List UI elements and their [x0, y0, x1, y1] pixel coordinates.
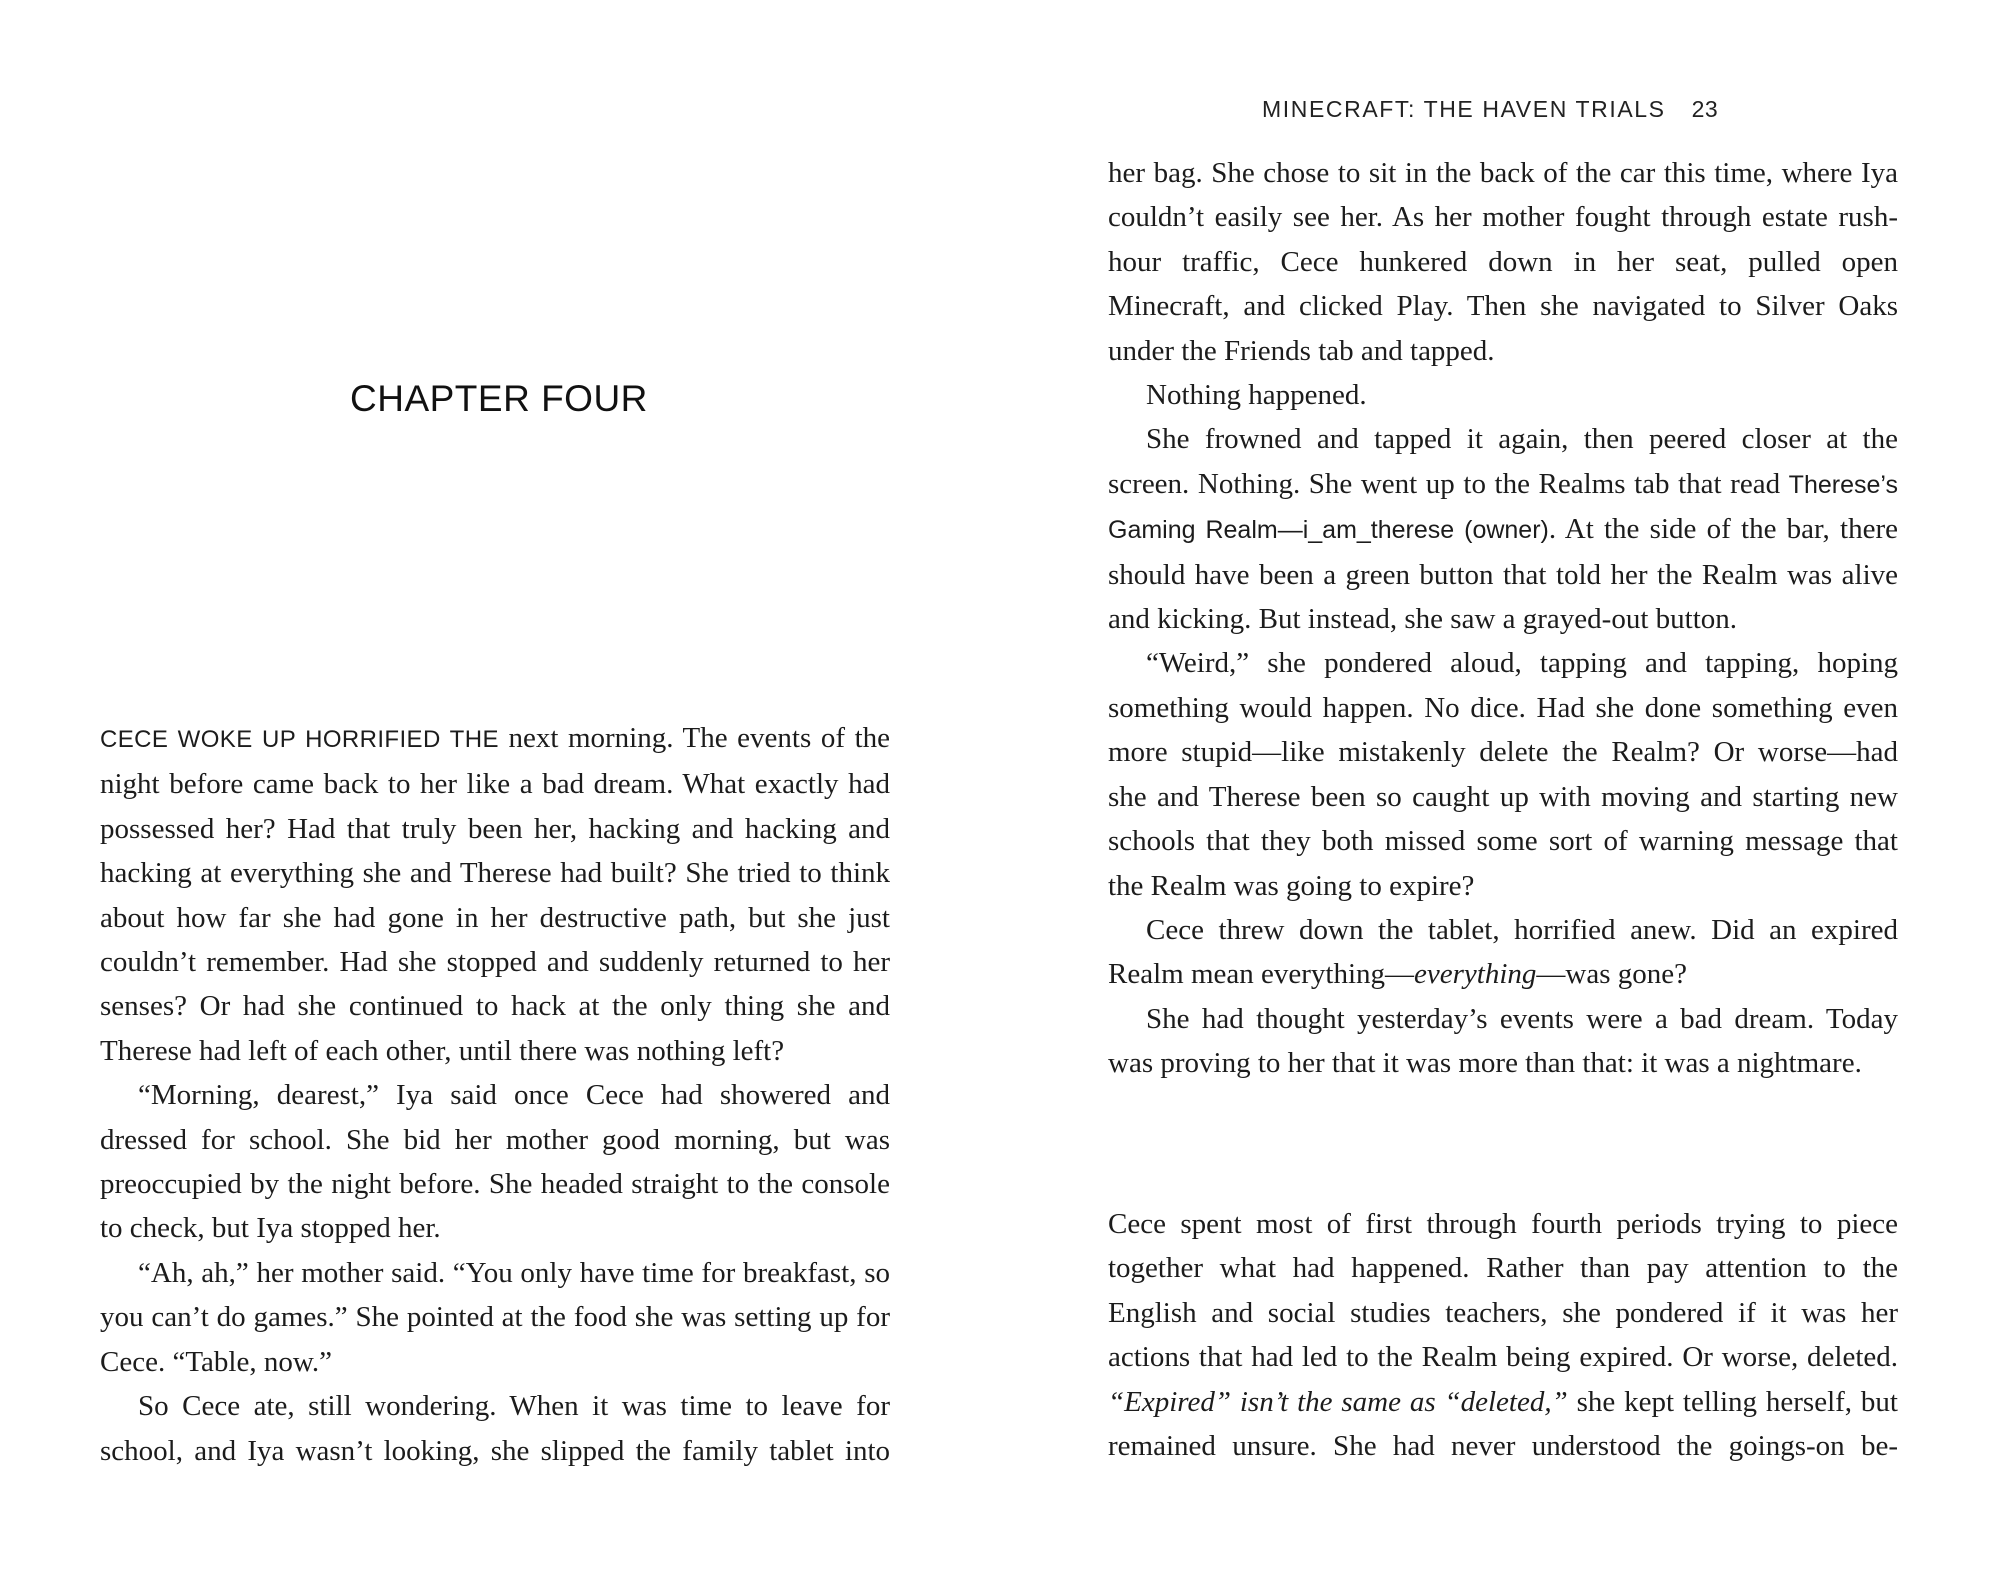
right-page-body: [1108, 151, 1898, 1086]
text-run: . At the side of the bar, there should have been a green button that told her the Realm was alive and kicking. But instead, she saw a grayed-out button.: [1108, 513, 1898, 636]
section-break-body: [1108, 1202, 1898, 1468]
realm-name: Therese’s Gaming Realm—i_am_therese (owner): [1108, 470, 1898, 545]
running-head: [1262, 96, 1718, 123]
paragraph: [1108, 908, 1898, 997]
paragraph: [1108, 1202, 1898, 1468]
opening-lead: CECE WOKE UP HORRIFIED THE: [100, 726, 499, 753]
book-title: MINECRAFT: THE HAVEN TRIALS: [1262, 96, 1666, 122]
paragraph: “Weird,” she pondered aloud, tapping and tapping, hoping something would happen. No dice. Had she done something even more stupid—like mistakenly delete the Realm? Or worse—had she and Therese been so caught up with moving and starting new schools that they both missed some sort of warning message that the Realm was going to expire?: [1108, 647, 1898, 902]
paragraph: [1108, 417, 1898, 641]
paragraph: “Morning, dearest,” Iya said once Cece had showered and dressed for school. She bid her mother good morning, but was preoccupied by the night before. She headed straight to the console to check, but Iya stopped her.: [100, 1079, 890, 1245]
text-run: She frowned and tapped it again, then peered closer at the screen. Nothing. She went up to the Realms tab that read: [1108, 423, 1898, 500]
paragraph: She had thought yesterday’s events were a bad dream. Today was proving to her that it was more than that: it was a nightmare.: [1108, 1002, 1898, 1080]
paragraph: her bag. She chose to sit in the back of the car this time, where Iya couldn’t easily see her. As her mother fought through estate rush-hour traffic, Cece hunkered down in her seat, pulled open Minecraft, and clicked Play. Then she navigated to Silver Oaks under the Friends tab and tapped.: [1108, 157, 1898, 367]
chapter-title: CHAPTER FOUR: [350, 378, 648, 419]
text-run: —was gone?: [1536, 958, 1687, 991]
text-run: Cece threw down the tablet, horrified anew. Did an expired Realm mean everything—: [1108, 913, 1898, 991]
page-number: 23: [1691, 96, 1719, 122]
paragraph: “Ah, ah,” her mother said. “You only have time for breakfast, so you can’t do games.” She pointed at the food she was setting up for Cece. “Table, now.”: [100, 1256, 890, 1378]
paragraph: So Cece ate, still wondering. When it was time to leave for school, and Iya wasn’t looking, she slipped the family tablet into: [100, 1390, 890, 1467]
text-run: she kept telling herself, but remained unsure. She had never understood the goings-on be-: [1108, 1385, 1898, 1463]
emphasis: everything: [1414, 958, 1537, 991]
opening-paragraph: [100, 716, 890, 1073]
opening-rest: next morning. The events of the night before came back to her like a bad dream. What exactly had possessed her? Had that truly been her, hacking and hacking and hacking at everything she and Therese had built? She tried to think about how far she had gone in her destructive path, but she just couldn’t remember. Had she stopped and suddenly returned to her senses? Or had she continued to hack at the only thing she and Therese had left of each other, until there was nothing left?: [100, 722, 891, 1067]
paragraph: Nothing happened.: [1146, 379, 1367, 412]
text-run: Cece spent most of first through fourth periods trying to piece together what had happened. Rather than pay attention to the English and social studies teachers, she pondered if it was her actions that had led to the Realm being expired. Or worse, deleted.: [1108, 1208, 1898, 1374]
emphasis: “Expired” isn’t the same as “deleted,”: [1108, 1385, 1568, 1418]
left-page-body: [100, 716, 890, 1473]
right-page: [1000, 0, 2000, 1586]
